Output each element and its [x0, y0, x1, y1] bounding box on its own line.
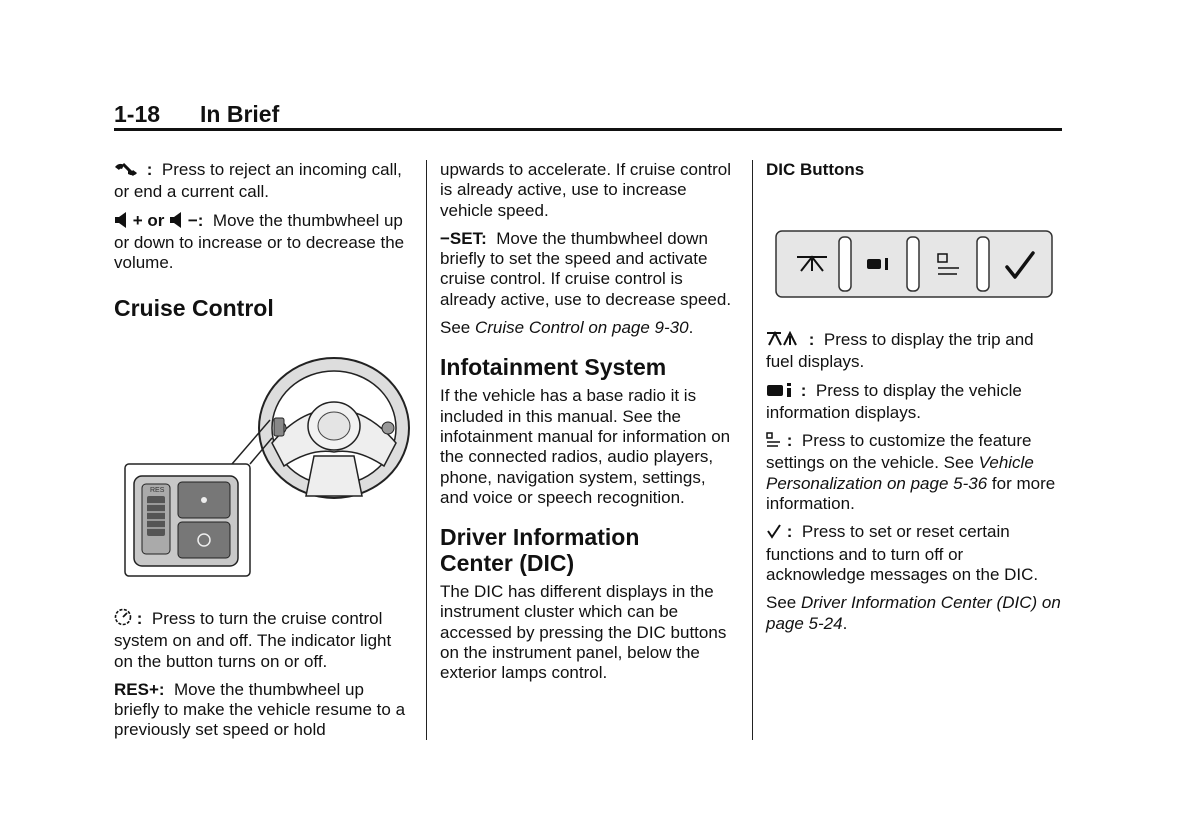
dic-page-ref[interactable]: Driver Information Center (DIC) on page 5-24 — [766, 593, 1061, 633]
res-continued: upwards to accelerate. If cruise control is already active, use to increase vehicle speed. — [440, 160, 732, 220]
reject-call-item — [114, 160, 412, 203]
set-text: Move the thumbwheel down briefly to set the speed and activate cruise control. If cruise control is already active, use to decrease speed. — [440, 228, 732, 309]
see-prefix: See — [766, 593, 797, 613]
volume-minus-label: −: — [187, 210, 204, 230]
customize-icon — [766, 432, 782, 453]
see-suffix: . — [842, 613, 848, 633]
set-label: −SET: — [440, 228, 487, 248]
check-separator: : — [786, 522, 793, 542]
trip-separator: : — [808, 330, 815, 349]
volume-plus-label: + or — [132, 210, 165, 230]
section-title: In Brief — [200, 101, 280, 127]
trip-item — [766, 330, 1062, 373]
vehicle-separator: : — [800, 380, 807, 400]
column-1-lower — [114, 608, 412, 749]
see-suffix: . — [688, 318, 694, 338]
cruise-page-ref[interactable]: Cruise Control on page 9-30 — [474, 318, 689, 338]
cruise-onoff-icon — [114, 608, 132, 631]
see-dic-ref — [766, 593, 1062, 634]
res-text: Move the thumbwheel up briefly to make the vehicle resume to a previously set speed or hold — [114, 679, 406, 740]
vehicle-info-icon — [766, 382, 796, 403]
volume-item — [114, 211, 412, 274]
set-item — [440, 229, 736, 310]
volume-icon — [169, 212, 183, 233]
dic-text: The DIC has different displays in the instrument cluster which can be accessed by pressing the DIC buttons on the instrument panel, below the exterior lamps control. — [440, 582, 727, 683]
column-3 — [766, 160, 1062, 188]
reject-separator: : — [146, 160, 153, 179]
cruise-onoff-text: Press to turn the cruise control system on and off. The indicator light on the button turns on or off. — [114, 609, 392, 671]
reject-text: Press to reject an incoming call, or end a current call. — [114, 160, 402, 202]
dic-heading-line1: Driver Information — [440, 524, 640, 551]
cruise-onoff-item — [114, 608, 412, 672]
page-number: 1-18 — [114, 101, 161, 127]
volume-text: Move the thumbwheel up or down to increase or to decrease the volume. — [114, 210, 405, 273]
see-prefix: See — [440, 318, 471, 338]
column-divider — [752, 160, 753, 740]
customize-item — [766, 431, 1062, 514]
svg-text:RES: RES — [150, 487, 165, 494]
volume-icon — [114, 212, 128, 233]
customize-text-1: Press to customize the feature settings on the vehicle. See — [766, 431, 1032, 473]
dic-buttons-illustration — [775, 229, 1055, 299]
column-divider — [426, 160, 427, 740]
phone-reject-icon — [114, 162, 142, 182]
customize-separator: : — [786, 431, 793, 451]
trip-fuel-icon — [766, 331, 804, 352]
column-1 — [114, 160, 412, 321]
customize-text-2: for more information. — [766, 473, 1056, 514]
res-label: RES+: — [114, 679, 165, 699]
steering-wheel-illustration — [122, 348, 412, 580]
check-item — [766, 522, 1062, 585]
check-text: Press to set or reset certain functions and to turn off or acknowledge messages on the DIC. — [766, 522, 1039, 584]
vehicle-text: Press to display the vehicle information displays. — [766, 380, 1022, 422]
checkmark-icon — [766, 523, 782, 544]
header-rule — [114, 128, 1062, 131]
page-header — [114, 100, 1062, 128]
infotainment-heading: Infotainment System — [440, 354, 667, 381]
cruise-onoff-separator: : — [136, 609, 143, 628]
column-3-lower — [766, 330, 1062, 642]
vehicle-item — [766, 381, 1062, 424]
dic-heading-line2: Center (DIC) — [440, 550, 575, 577]
trip-text: Press to display the trip and fuel displays. — [766, 330, 1034, 372]
res-item — [114, 680, 412, 741]
dic-buttons-heading: DIC Buttons — [766, 160, 865, 179]
personalization-page-ref[interactable]: Vehicle Personalization on page 5-36 — [766, 453, 1034, 493]
column-2 — [440, 160, 736, 692]
infotainment-text: If the vehicle has a base radio it is included in this manual. See the infotainment manual for information on the connected radios, audio players, phone, navigation system, settings, and voice or speech recognition. — [440, 386, 731, 507]
see-cruise-ref — [440, 318, 736, 338]
cruise-control-heading: Cruise Control — [114, 295, 274, 322]
